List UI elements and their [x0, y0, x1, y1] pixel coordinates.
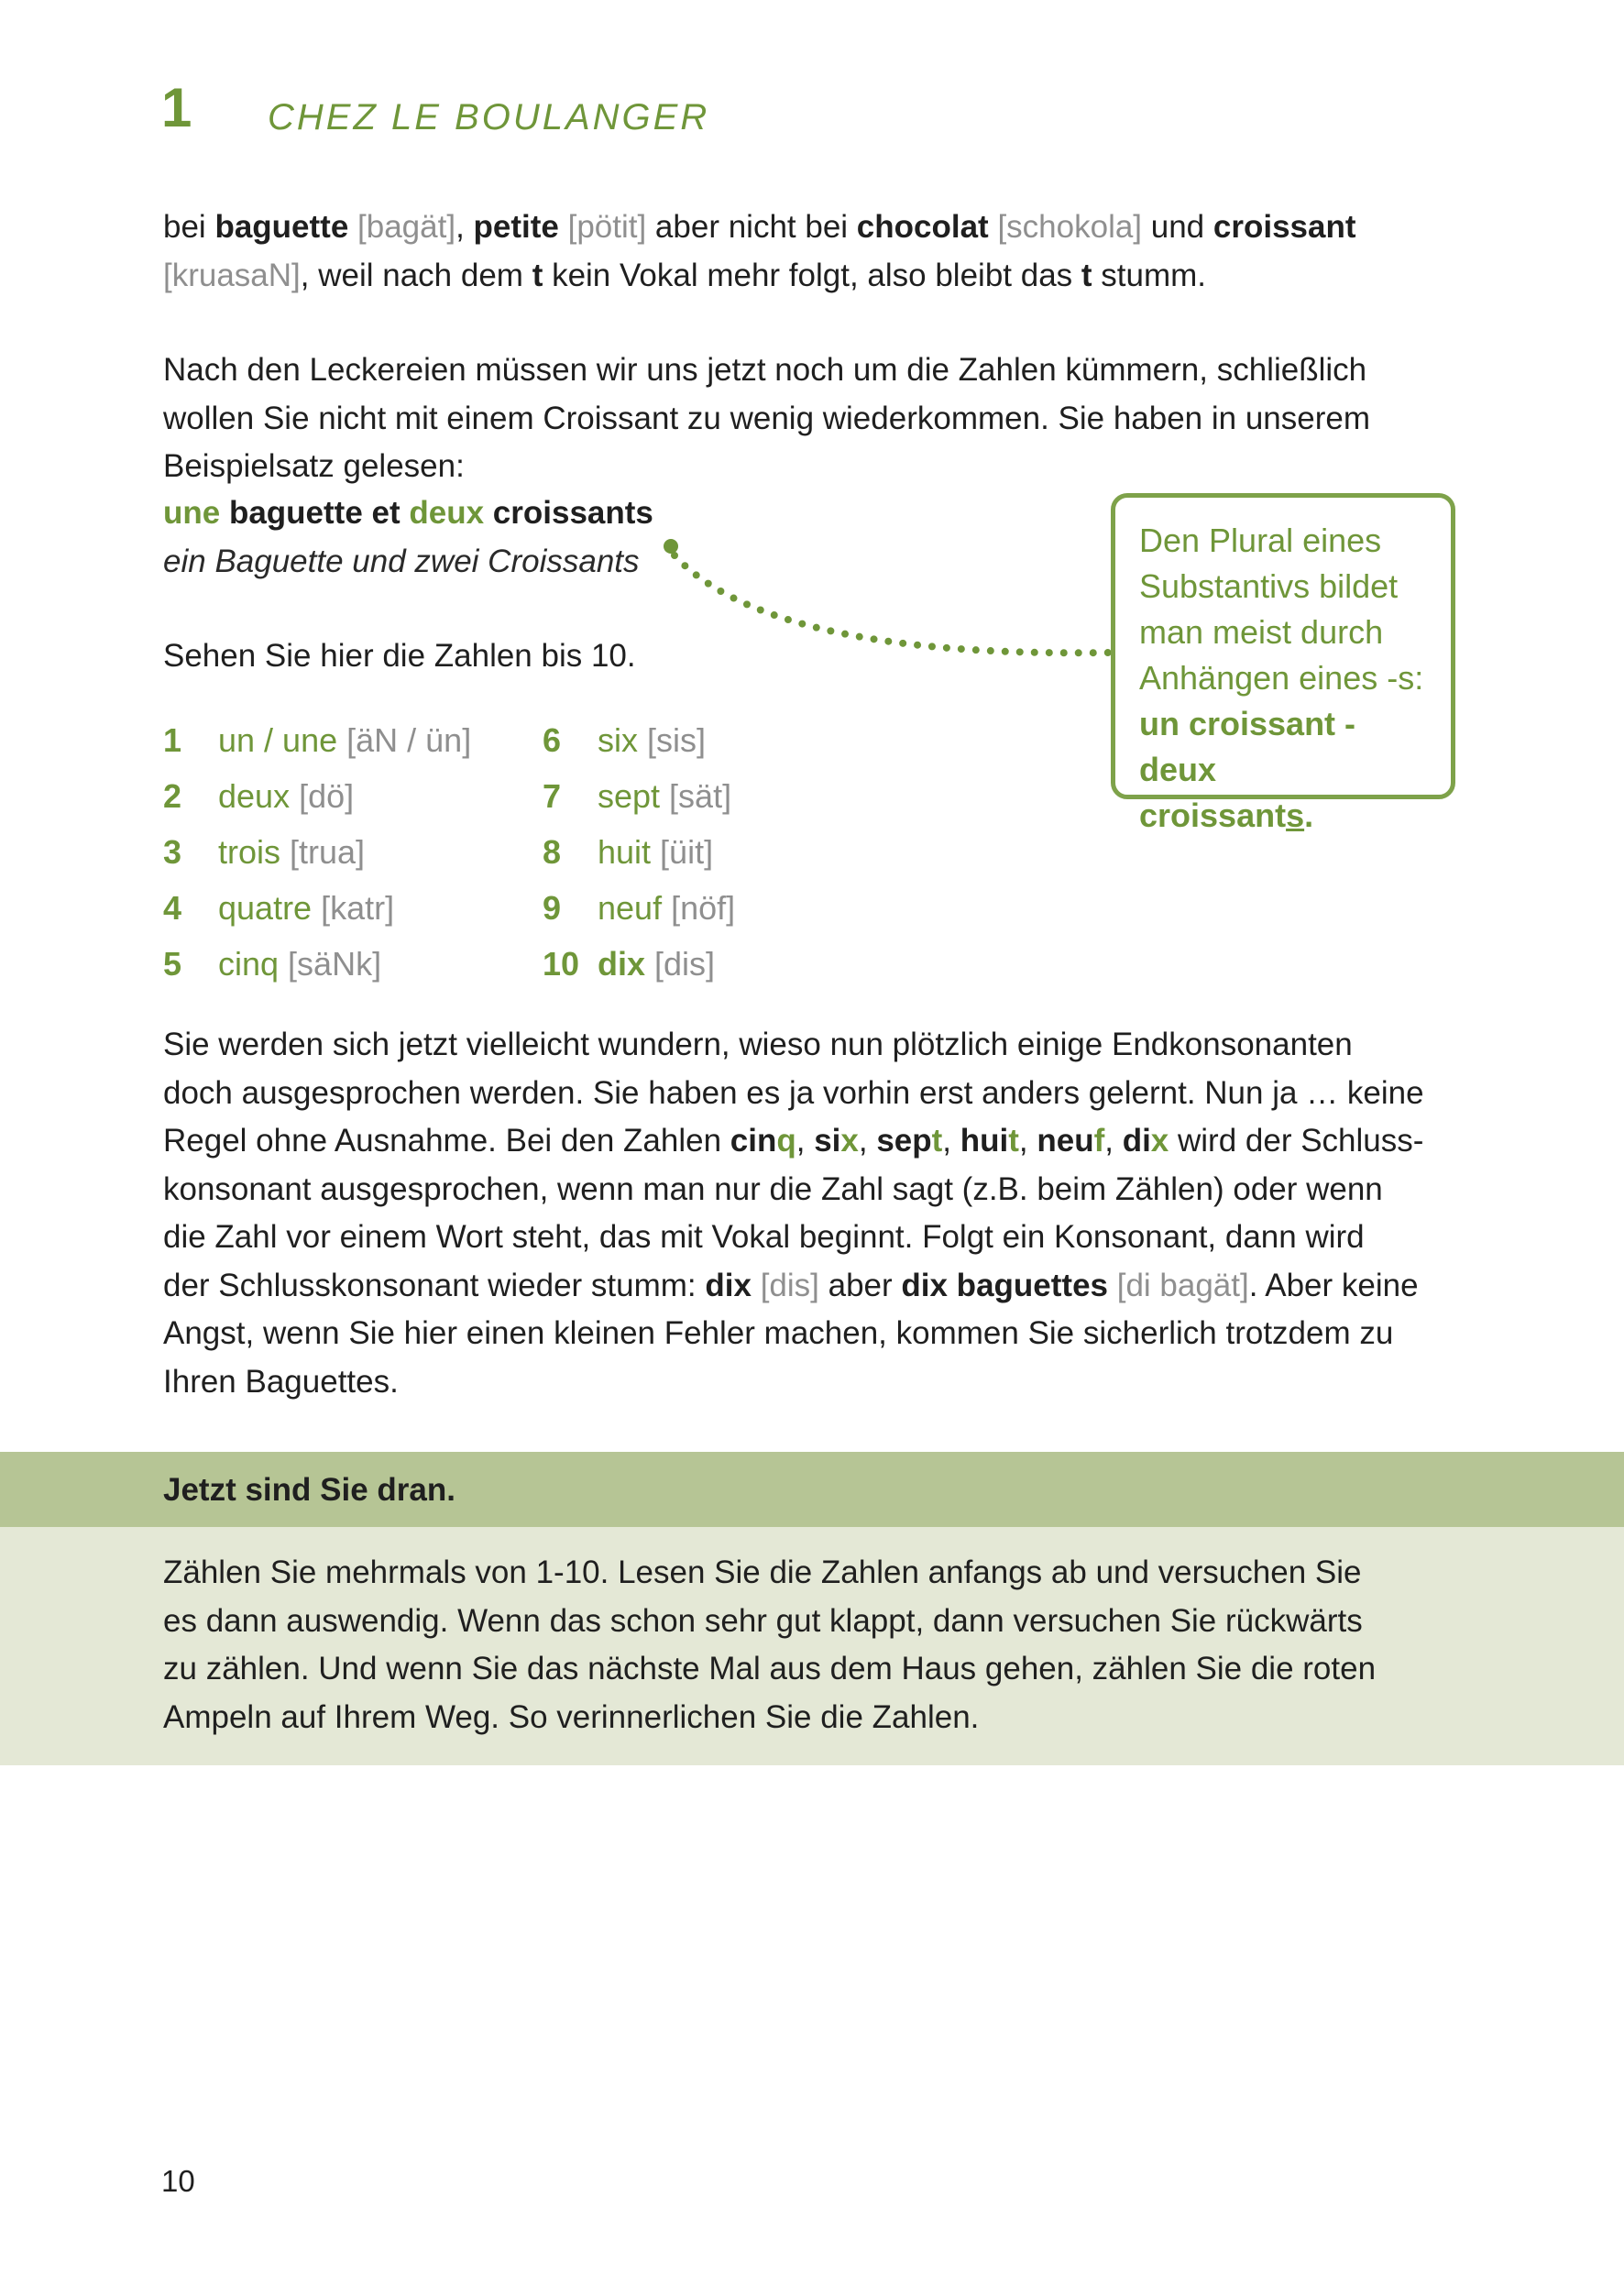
french-word: huit [598, 833, 652, 871]
french-word: un / une [218, 721, 338, 759]
phonetic: [nöf] [662, 889, 736, 927]
text-line: zu zählen. Und wenn Sie das nächste Mal aus dem Haus gehen, zählen Sie die roten [163, 1651, 1377, 1686]
text-line: wollen Sie nicht mit einem Croissant zu wenig wiederkommen. Sie haben in unserem [163, 400, 1371, 436]
word-petite: petite [473, 209, 559, 245]
translation-word: Croissants [478, 543, 640, 579]
tip-example-suffix: s [1286, 796, 1305, 834]
number-item [543, 722, 706, 759]
word-dix: dix [705, 1267, 752, 1303]
word-chocolat: chocolat [856, 209, 989, 245]
text-line: es dann auswendig. Wenn das schon sehr gut klappt, dann versuchen Sie rückwärts [163, 1602, 1363, 1639]
text: aber [818, 1267, 902, 1303]
text-line: Beispielsatz gelesen: [163, 448, 465, 484]
text: stumm. [1092, 257, 1207, 293]
french-word: trois [218, 833, 281, 871]
paragraph-exceptions [163, 1021, 1465, 1406]
text: , [455, 209, 474, 245]
text: kein Vokal mehr folgt, also bleibt das [543, 257, 1081, 293]
letter-t: t [532, 257, 543, 293]
number: 9 [543, 889, 562, 927]
text: , [1018, 1123, 1037, 1159]
number: 10 [543, 945, 580, 983]
example-word: une [163, 495, 221, 531]
text-line: doch ausgesprochen werden. Sie haben es ja vorhin erst anders gelernt. Nun ja … keine [163, 1074, 1424, 1111]
word-six-ending: x [840, 1123, 859, 1159]
text-line: die Zahl vor einem Wort steht, das mit Vokal beginnt. Folgt ein Konsonant, dann wird [163, 1219, 1365, 1255]
text: der Schlusskonsonant wieder stumm: [163, 1267, 706, 1303]
french-word: neuf [598, 889, 663, 927]
number: 8 [543, 833, 562, 871]
number-item [543, 834, 713, 871]
word-six: si [814, 1123, 841, 1159]
text: , [1104, 1123, 1123, 1159]
text: . Aber keine [1248, 1267, 1419, 1303]
tip-example: un croissant - deux [1139, 705, 1356, 788]
example-sentence [163, 489, 676, 586]
phonetic: [trua] [280, 833, 366, 871]
phonetic: [dis] [751, 1267, 819, 1303]
phonetic: [äN / ün] [337, 721, 472, 759]
phonetic: [sät] [660, 777, 732, 815]
tip-line: Anhängen eines -s: [1139, 659, 1424, 697]
word-dix: di [1122, 1123, 1151, 1159]
word-baguette: baguette [214, 209, 349, 245]
number-item [543, 890, 735, 927]
number-item [163, 834, 365, 871]
number: 3 [163, 833, 182, 871]
word-dix-baguettes: dix baguettes [901, 1267, 1108, 1303]
text-line: Ihren Baguettes. [163, 1363, 399, 1400]
number-item [163, 722, 471, 759]
numbers-heading: Sehen Sie hier die Zahlen bis 10. [163, 638, 636, 674]
word-dix-ending: x [1150, 1123, 1169, 1159]
french-word: sept [598, 777, 661, 815]
tip-line: Den Plural eines [1139, 522, 1382, 559]
page-number: 10 [161, 2164, 195, 2198]
text: bei [163, 209, 215, 245]
phonetic: [sis] [638, 721, 707, 759]
phonetic: [dis] [645, 945, 716, 983]
text-line: Ampeln auf Ihrem Weg. So verinnerlichen Sie die Zahlen. [163, 1698, 980, 1735]
tip-box [1111, 493, 1455, 834]
text: , [796, 1123, 815, 1159]
task-title: Jetzt sind Sie dran. [163, 1472, 455, 1508]
french-word: cinq [218, 945, 280, 983]
phonetic: [schokola] [988, 209, 1143, 245]
tip-example: croissant [1139, 796, 1287, 834]
number: 2 [163, 777, 182, 815]
french-word: dix [598, 945, 646, 983]
phonetic: [di bagät] [1108, 1267, 1249, 1303]
text: und [1142, 209, 1213, 245]
translation-word: Baguette und [205, 543, 415, 579]
phonetic: [pötit] [558, 209, 647, 245]
phonetic: [säNk] [279, 945, 382, 983]
french-word: six [598, 721, 638, 759]
number: 1 [163, 721, 182, 759]
word-croissant: croissant [1213, 209, 1356, 245]
french-word: quatre [218, 889, 313, 927]
text-line: Sie werden sich jetzt vielleicht wundern, wieso nun plötzlich einige Endkonsonanten [163, 1027, 1353, 1062]
word-neuf-ending: f [1093, 1123, 1105, 1159]
example-word: baguette et [220, 495, 410, 531]
translation-word: zwei [414, 543, 479, 579]
word-sept-ending: t [931, 1123, 943, 1159]
number-item [543, 778, 731, 815]
phonetic: [bagät] [348, 209, 456, 245]
translation-word: ein [163, 543, 206, 579]
number-item [163, 778, 354, 815]
phonetic: [dö] [290, 777, 355, 815]
word-sept: sep [876, 1123, 932, 1159]
french-word: deux [218, 777, 291, 815]
text: , [942, 1123, 960, 1159]
phonetic: [kruasaN] [163, 257, 301, 293]
letter-t: t [1081, 257, 1092, 293]
word-neuf: neu [1037, 1123, 1094, 1159]
task-text [163, 1549, 1465, 1741]
tip-example: . [1304, 796, 1314, 834]
example-word: croissants [484, 495, 653, 531]
tip-line: man meist durch [1139, 613, 1384, 651]
phonetic: [üit] [651, 833, 714, 871]
text-line: Angst, wenn Sie hier einen kleinen Fehler machen, kommen Sie sicherlich trotzdem zu [163, 1315, 1394, 1351]
number-item [163, 890, 394, 927]
text: , weil nach dem [300, 257, 532, 293]
number-item [543, 946, 715, 983]
number: 5 [163, 945, 182, 983]
chapter-number: 1 [161, 77, 192, 138]
number: 7 [543, 777, 562, 815]
text: Regel ohne Ausnahme. Bei den Zahlen [163, 1123, 730, 1159]
word-huit: hui [960, 1123, 1009, 1159]
paragraph-pronunciation [163, 203, 1465, 300]
text: , [858, 1123, 877, 1159]
phonetic: [katr] [312, 889, 395, 927]
word-cinq-ending: q [776, 1123, 796, 1159]
text-line: Nach den Leckereien müssen wir uns jetzt noch um die Zahlen kümmern, schließlich [163, 352, 1367, 388]
paragraph-numbers-intro [163, 346, 1465, 491]
number: 4 [163, 889, 182, 927]
number: 6 [543, 721, 562, 759]
chapter-title: CHEZ LE BOULANGER [268, 97, 710, 137]
example-word: deux [409, 495, 485, 531]
text: aber nicht bei [646, 209, 857, 245]
word-cinq: cin [730, 1123, 777, 1159]
text-line: konsonant ausgesprochen, wenn man nur die Zahl sagt (z.B. beim Zählen) oder wenn [163, 1170, 1383, 1207]
tip-line: Substantivs bildet [1139, 567, 1399, 605]
text: wird der Schluss- [1169, 1123, 1424, 1159]
dotted-connector [660, 539, 1118, 676]
text-line: Zählen Sie mehrmals von 1-10. Lesen Sie die Zahlen anfangs ab und versuchen Sie [163, 1554, 1362, 1590]
number-item [163, 946, 381, 983]
word-huit-ending: t [1008, 1123, 1019, 1159]
